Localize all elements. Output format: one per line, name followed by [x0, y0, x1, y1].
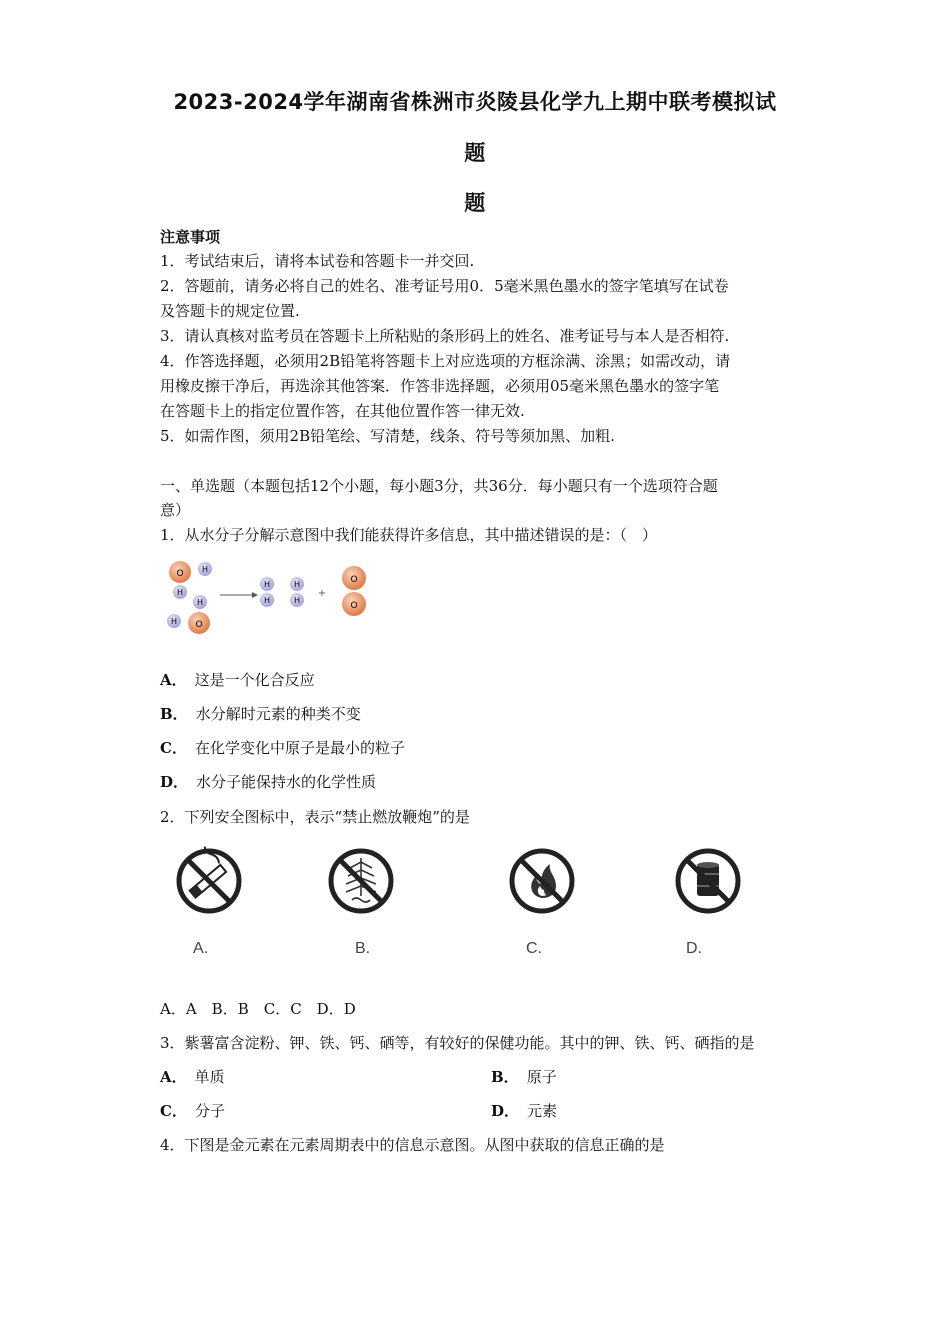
oxygen-molecule: [342, 566, 366, 616]
q3-option-b: B． 原子: [491, 1068, 557, 1086]
section-heading: 一、单选题（本题包括12个小题，每小题3分，共36分．每小题只有一个选项符合题: [160, 477, 718, 495]
atom-label: H: [176, 588, 184, 597]
no-toxic-waste-icon: [673, 846, 743, 916]
q1-stem: 1．从水分子分解示意图中我们能获得许多信息，其中描述错误的是：（ ）: [160, 526, 658, 544]
notice-item: 在答题卡上的指定位置作答，在其他位置作答一律无效.: [160, 402, 525, 420]
hydrogen-molecule: [260, 577, 274, 607]
water-molecule: [167, 595, 210, 634]
q1-option-d: D． 水分子能保持水的化学性质: [160, 773, 377, 791]
water-decomposition-diagram: [155, 555, 385, 645]
water-molecule: [169, 561, 212, 599]
q3-stem: 3．紫薯富含淀粉、钾、铁、钙、硒等，有较好的保健功能。其中的钾、铁、钙、硒指的是: [160, 1034, 755, 1052]
atom-label: O: [176, 569, 184, 579]
section-heading-cont: 意）: [160, 501, 191, 519]
sign-label-b: B.: [355, 940, 371, 957]
notice-item: 用橡皮擦干净后，再选涂其他答案．作答非选择题，必须用05毫米黑色墨水的签字笔: [160, 377, 720, 395]
atom-label: H: [263, 596, 271, 605]
hydrogen-molecule: [290, 577, 304, 607]
q3-option-c: C． 分子: [160, 1102, 225, 1120]
q1-option-b: B． 水分解时元素的种类不变: [160, 705, 361, 723]
plus-sign: +: [317, 588, 327, 599]
atom-label: H: [201, 565, 209, 574]
sign-label-c: C.: [526, 940, 542, 957]
q3-option-d: D． 元素: [491, 1102, 558, 1120]
atom-label: H: [263, 580, 271, 589]
atom-label: H: [293, 596, 301, 605]
atom-label: H: [196, 598, 204, 607]
notice-item: 5．如需作图，须用2B铅笔绘、写清楚，线条、符号等须加黑、加粗.: [160, 427, 615, 445]
atom-label: O: [350, 601, 358, 611]
page-subtitle: 题: [464, 191, 486, 215]
atom-label: O: [350, 575, 358, 585]
notice-item: 1．考试结束后，请将本试卷和答题卡一并交回.: [160, 252, 475, 270]
q2-answer-options: A．A B．B C．C D．D: [160, 1000, 356, 1018]
page-title: 2023-2024学年湖南省株洲市炎陵县化学九上期中联考模拟试: [173, 90, 777, 114]
atom-label: O: [195, 620, 203, 630]
no-fire-icon: [507, 846, 577, 916]
q4-stem: 4．下图是金元素在元素周期表中的信息示意图。从图中获取的信息正确的是: [160, 1136, 665, 1154]
notice-item: 及答题卡的规定位置.: [160, 302, 300, 320]
sign-label-a: A.: [193, 940, 209, 957]
notice-item: 4．作答选择题，必须用2B铅笔将答题卡上对应选项的方框涂满、涂黑；如需改动，请: [160, 352, 731, 370]
page-title-cont: 题: [464, 141, 486, 165]
q2-stem: 2．下列安全图标中，表示“禁止燃放鞭炮”的是: [160, 808, 470, 826]
q1-option-a: A． 这是一个化合反应: [160, 671, 315, 689]
q3-option-a: A． 单质: [160, 1068, 225, 1086]
reaction-arrow: [220, 592, 258, 598]
notice-item: 2．答题前，请务必将自己的姓名、准考证号用0．5毫米黑色墨水的签字笔填写在试卷: [160, 277, 729, 295]
no-smoking-icon: [174, 846, 244, 916]
atom-label: H: [170, 617, 178, 626]
notice-heading: 注意事项: [160, 228, 221, 246]
atom-label: H: [293, 580, 301, 589]
no-firecrackers-icon: [326, 846, 396, 916]
notice-item: 3．请认真核对监考员在答题卡上所粘贴的条形码上的姓名、准考证号与本人是否相符.: [160, 327, 730, 345]
sign-label-d: D.: [686, 940, 702, 957]
q1-option-c: C． 在化学变化中原子是最小的粒子: [160, 739, 405, 757]
